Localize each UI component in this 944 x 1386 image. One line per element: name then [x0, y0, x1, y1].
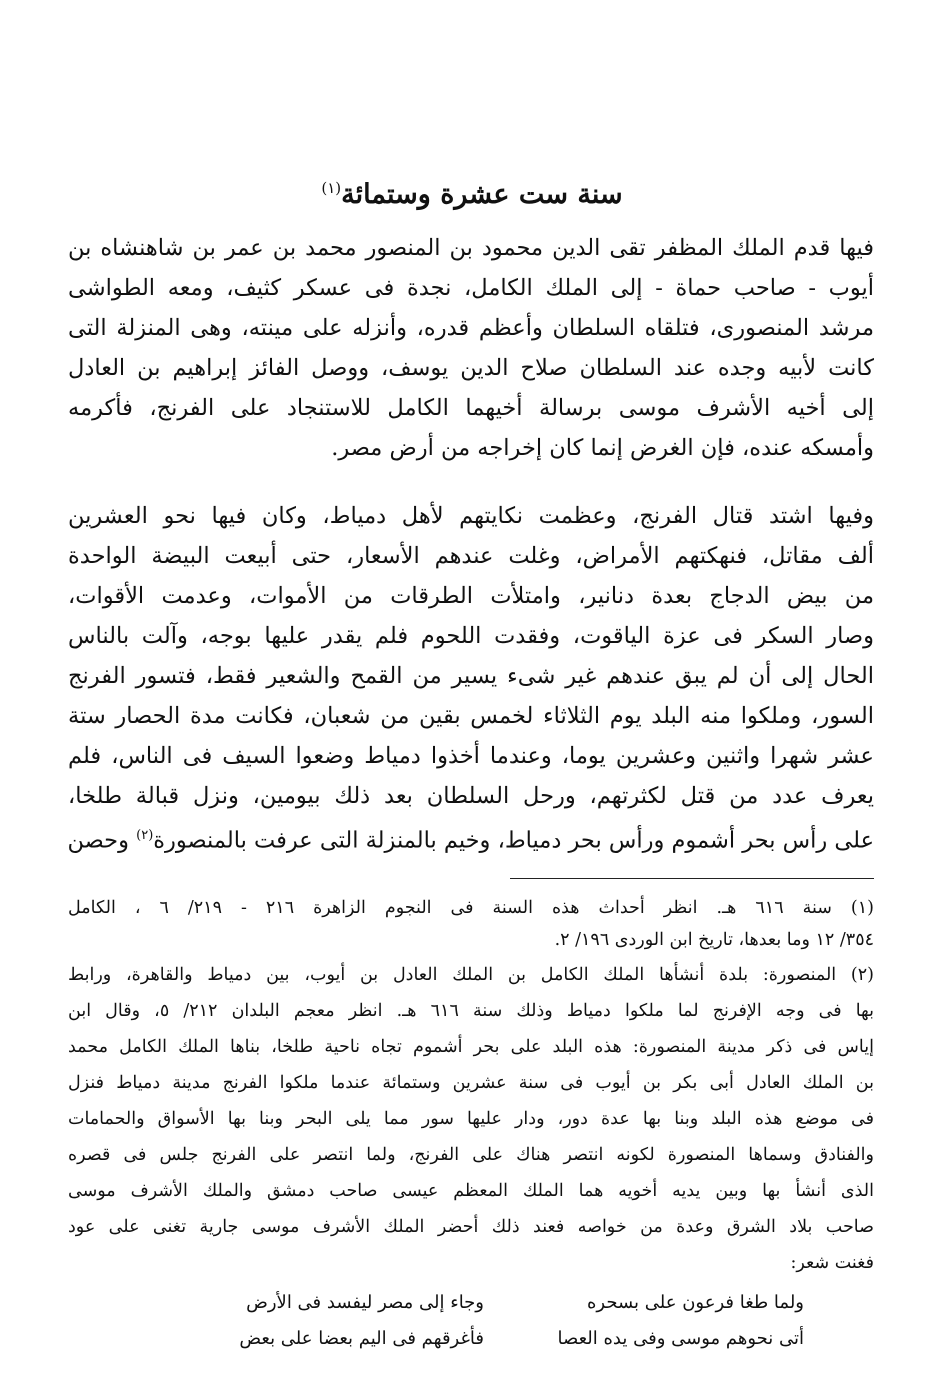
chapter-title-text: سنة ست عشرة وستمائة: [341, 179, 623, 210]
footnote-line: فى موضع هذه البلد وبنا بها عدة دور، ودار عليها سور مما يلى البحر وبنا بها الأسواق والحمامات: [68, 1109, 874, 1129]
footnote-line: صاحب بلاد الشرق وعدة من خواصه فعند ذلك أحضر الملك الأشرف موسى جارية تغنى على عود: [68, 1217, 874, 1237]
footnote-separator: [510, 878, 874, 879]
footnote-line: (٢) المنصورة: بلدة أنشأها الملك الكامل بن الملك العادل بن أيوب، بين دمياط والقاهرة، ورابط: [68, 965, 874, 985]
body-line: وصار السكر فى عزة الياقوت، وفقدت اللحوم فلم يقدر عليها بوجه، وآلت بالناس: [68, 623, 874, 649]
poem-verse-first-hemistich: ولما طغا فرعون على بسحره: [587, 1292, 804, 1313]
body-footnote-ref: (٢): [136, 828, 154, 843]
footnote-line: الذى أنشأ بها وبين يديه أخويه هما الملك المعظم عيسى صاحب دمشق والملك الأشرف موسى: [68, 1181, 874, 1201]
body-line-text: على رأس بحر أشموم ورأس بحر دمياط، وخيم بالمنزلة التى عرفت بالمنصورة: [153, 827, 874, 854]
footnote-line: ٣٥٤/ ١٢ وما بعدها، تاريخ ابن الوردى ١٩٦/ ٢.: [554, 930, 874, 950]
footnote-line: بن الملك العادل أبى بكر بن أيوب فى سنة عشرين وستمائة عندما ملكوا الفرنج مدينة دمياط فنزل: [68, 1073, 874, 1093]
body-line: إلى أخيه الأشرف موسى برسالة أخيهما الكامل للاستنجاد على الفرنج، فأكرمه: [68, 395, 874, 421]
body-line: [68, 818, 874, 854]
poem-verse-second-hemistich: وجاء إلى مصر ليفسد فى الأرض: [246, 1292, 484, 1313]
poem-verse-second-hemistich: فأغرقهم فى اليم بعضا على بعض: [239, 1328, 484, 1349]
poem-verse-first-hemistich: أتى نحوهم موسى وفى يده العصا: [557, 1328, 804, 1349]
footnote-line: فغنت شعر:: [790, 1253, 874, 1273]
body-line: يعرف عدد من قتل لكثرتهم، ورحل السلطان بعد ذلك بيومين، ونزل قبالة طلخا،: [68, 783, 874, 809]
body-line: عشر شهرا واثنين وعشرين يوما، وعندما أخذوا دمياط وضعوا السيف فى الناس، فلم: [68, 743, 874, 769]
body-line: كانت لأبيه وجده عند السلطان صلاح الدين يوسف، ووصل الفائز إبراهيم بن العادل: [68, 355, 874, 381]
body-line: الحال إلى أن لم يبق عندهم غير شىء يسير من القمح والشعير فقط، فتسور الفرنج: [68, 663, 874, 689]
footnote-line: والفنادق وسماها المنصورة لكونه انتصر هناك على الفرنج، ولما انتصر على الفرنج جلس فى قصره: [68, 1145, 874, 1165]
body-line: من بيض الدجاج بعدة دنانير، وامتلأت الطرقات من الأموات، وعدمت الأقوات،: [68, 583, 874, 609]
body-line: مرشد المنصورى، فتلقاه السلطان وأعظم قدره، وأنزله على مينته، وهى المنزلة التى: [68, 315, 874, 341]
body-line-text: وحصن: [68, 827, 129, 854]
body-line: فيها قدم الملك المظفر تقى الدين محمود بن المنصور محمد بن عمر بن شاهنشاه بن: [68, 235, 874, 261]
footnote-line: بها فى وجه الإفرنج لما ملكوا دمياط وذلك سنة ٦١٦ هـ. انظر معجم البلدان ٢١٢/ ٥، وقال ابن: [68, 1001, 874, 1021]
footnote-line: (١) سنة ٦١٦ هـ. انظر أحداث هذه السنة فى النجوم الزاهرة ٢١٦ - ٢١٩/ ٦ ، الكامل: [68, 898, 874, 918]
footnote-line: إياس فى ذكر مدينة المنصورة: هذه البلد على بحر أشموم تجاه ناحية طلخا، بناها الملك الكامل محمد: [68, 1037, 874, 1057]
body-line: وفيها اشتد قتال الفرنج، وعظمت نكايتهم لأهل دمياط، وكان فيها نحو العشرين: [68, 503, 874, 529]
chapter-title: [100, 168, 844, 215]
body-line: وأمسكه عنده، فإن الغرض إنما كان إخراجه من أرض مصر.: [331, 435, 874, 461]
title-footnote-ref: (١): [321, 179, 342, 197]
body-line: السور، وملكوا منه البلد يوم الثلاثاء لخمس بقين من شعبان، فكانت مدة الحصار ستة: [68, 703, 874, 729]
body-line: أيوب - صاحب حماة - إلى الملك الكامل، نجدة فى عسكر كثيف، ومعه الطواشى: [68, 275, 874, 301]
body-line: ألف مقاتل، فنهكتهم الأمراض، وغلت عندهم الأسعار، حتى أبيعت البيضة الواحدة: [68, 543, 874, 569]
